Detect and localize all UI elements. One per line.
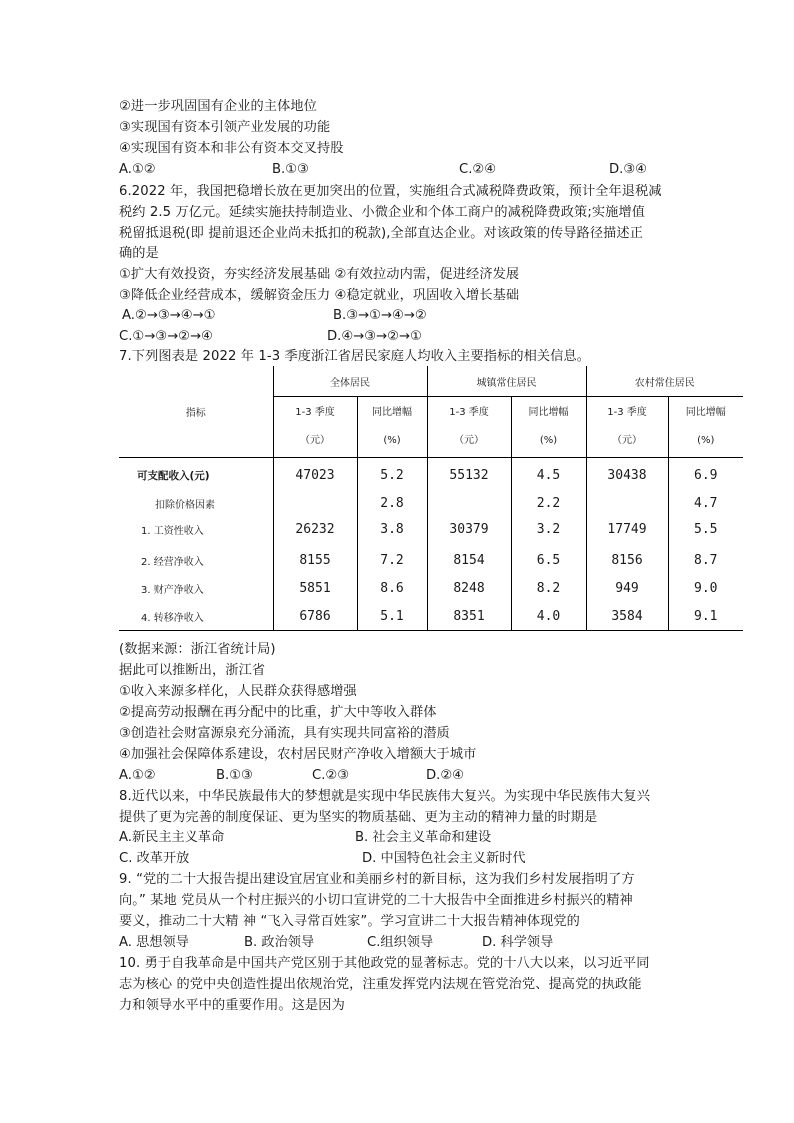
col-amount-rural bbox=[586, 397, 668, 458]
growth-cell: 5.1 bbox=[357, 602, 427, 631]
amount-cell: 30438 bbox=[586, 458, 668, 494]
col-growth-unit: (%) bbox=[539, 435, 558, 446]
row-label: 1. 工资性收入 bbox=[119, 513, 273, 546]
q5-statement-2: ②进一步巩固国有企业的主体地位 bbox=[119, 99, 317, 114]
growth-cell: 6.5 bbox=[511, 546, 586, 574]
col-amount-unit: （元） bbox=[454, 435, 484, 446]
col-amount-label: 1-3 季度 bbox=[607, 407, 647, 418]
q7-statement-2: ②提高劳动报酬在再分配中的比重，扩大中等收入群体 bbox=[119, 705, 437, 720]
amount-cell: 8155 bbox=[273, 546, 357, 574]
q5-option-b[interactable]: B.①③ bbox=[272, 162, 309, 177]
growth-cell: 5.2 bbox=[357, 458, 427, 494]
q10-stem-3: 力和领导水平中的重要作用。这是因为 bbox=[119, 998, 345, 1013]
q9-option-b[interactable]: B. 政治领导 bbox=[244, 935, 315, 950]
growth-cell: 8.2 bbox=[511, 574, 586, 602]
q8-option-b[interactable]: B. 社会主义革命和建设 bbox=[355, 830, 492, 845]
q5-statement-4: ④实现国有资本和非公有资本交叉持股 bbox=[119, 141, 344, 156]
index-header: 指标 bbox=[119, 366, 273, 458]
q9-stem-3: 要义，推动二十大精 神 “飞入寻常百姓家”。学习宣讲二十大报告精神体现党的 bbox=[119, 914, 580, 929]
amount-cell: 8156 bbox=[586, 546, 668, 574]
amount-cell: 6786 bbox=[273, 602, 357, 631]
q6-option-b[interactable]: B.③→①→④→② bbox=[333, 308, 427, 323]
growth-cell: 9.0 bbox=[694, 580, 718, 596]
col-amount-all bbox=[273, 397, 357, 458]
table-row bbox=[119, 458, 743, 494]
growth-cell: 3.8 bbox=[357, 513, 427, 546]
group-all-residents: 全体居民 bbox=[273, 366, 427, 397]
q9-stem-1: 9. “党的二十大报告提出建设宜居宜业和美丽乡村的新目标，这为我们乡村发展指明了方 bbox=[119, 872, 635, 887]
col-growth-rural bbox=[668, 397, 743, 458]
growth-cell: 4.7 bbox=[694, 495, 718, 511]
q6-stem-2: 税约 2.5 万亿元。延续实施扶持制造业、小微企业和个体工商户的减税降费政策;实施增值 bbox=[119, 205, 646, 220]
q6-stem-3: 税留抵退税(即 提前退还企业尚未抵扣的税款),全部直达企业。对该政策的传导路径描述正 bbox=[119, 226, 643, 241]
q6-option-c[interactable]: C.①→③→②→④ bbox=[119, 329, 213, 344]
income-table bbox=[119, 366, 743, 631]
q7-option-b[interactable]: B.①③ bbox=[216, 768, 253, 783]
q7-option-d[interactable]: D.②④ bbox=[426, 768, 464, 783]
q5-option-c[interactable]: C.②④ bbox=[459, 162, 497, 177]
amount-cell bbox=[586, 493, 668, 513]
col-growth-unit: (%) bbox=[697, 435, 715, 446]
col-growth-urban bbox=[511, 397, 586, 458]
q6-option-d[interactable]: D.④→③→②→① bbox=[327, 329, 422, 344]
col-amount-unit: （元） bbox=[612, 435, 642, 446]
table-row bbox=[119, 574, 743, 602]
q9-option-c[interactable]: C.组织领导 bbox=[367, 935, 434, 950]
q7-statement-1: ①收入来源多样化，人民群众获得感增强 bbox=[119, 684, 357, 699]
col-growth-all bbox=[357, 397, 427, 458]
q7-statement-3: ③创造社会财富源泉充分涌流，具有实现共同富裕的潜质 bbox=[119, 726, 450, 741]
amount-cell: 949 bbox=[586, 574, 668, 602]
q7-option-c[interactable]: C.②③ bbox=[312, 768, 350, 783]
amount-cell bbox=[427, 493, 511, 513]
q7-stem-2: 据此可以推断出，浙江省 bbox=[119, 663, 266, 678]
amount-cell: 3584 bbox=[586, 602, 668, 631]
growth-cell: 3.2 bbox=[511, 513, 586, 546]
q8-option-d[interactable]: D. 中国特色社会主义新时代 bbox=[362, 851, 526, 866]
growth-cell: 5.5 bbox=[694, 522, 718, 537]
q8-option-a[interactable]: A.新民主主义革命 bbox=[119, 830, 225, 845]
q8-option-c[interactable]: C. 改革开放 bbox=[119, 851, 190, 866]
q5-statement-3: ③实现国有资本引领产业发展的功能 bbox=[119, 120, 331, 135]
col-amount-urban bbox=[427, 397, 511, 458]
growth-cell: 7.2 bbox=[357, 546, 427, 574]
table-body bbox=[119, 458, 743, 631]
table-row bbox=[119, 493, 743, 513]
q7-option-a[interactable]: A.①② bbox=[119, 768, 156, 783]
amount-cell: 47023 bbox=[273, 458, 357, 494]
q8-stem-2: 提供了更为完善的制度保证、更为坚实的物质基础、更为主动的精神力量的时期是 bbox=[119, 810, 598, 825]
q6-option-a[interactable]: A.②→③→④→① bbox=[122, 308, 216, 323]
data-source: (数据来源：浙江省统计局) bbox=[119, 642, 276, 657]
growth-cell: 8.7 bbox=[694, 552, 718, 568]
amount-cell bbox=[273, 493, 357, 513]
row-label: 2. 经营净收入 bbox=[119, 546, 273, 574]
amount-cell: 55132 bbox=[427, 458, 511, 494]
amount-cell: 8248 bbox=[427, 574, 511, 602]
q9-option-d[interactable]: D. 科学领导 bbox=[482, 935, 554, 950]
growth-cell: 4.0 bbox=[511, 602, 586, 631]
amount-cell: 5851 bbox=[273, 574, 357, 602]
row-label: 3. 财产净收入 bbox=[119, 574, 273, 602]
col-growth-label: 同比增幅 bbox=[685, 407, 726, 418]
q9-stem-2: 向。” 某地 党员从一个村庄振兴的小切口宣讲党的二十大报告中全面推进乡村振兴的精神 bbox=[119, 893, 633, 908]
col-growth-unit: (%) bbox=[383, 435, 401, 446]
growth-cell: 2.8 bbox=[357, 493, 427, 513]
q5-option-a[interactable]: A.①② bbox=[119, 162, 156, 177]
col-growth-label: 同比增幅 bbox=[372, 407, 412, 418]
q5-option-d[interactable]: D.③④ bbox=[609, 162, 647, 177]
amount-cell: 30379 bbox=[427, 513, 511, 546]
col-amount-label: 1-3 季度 bbox=[295, 407, 335, 418]
table-row bbox=[119, 513, 743, 546]
table-row bbox=[119, 546, 743, 574]
growth-cell: 8.6 bbox=[357, 574, 427, 602]
amount-cell: 17749 bbox=[586, 513, 668, 546]
q10-stem-2: 志为核心 的党中央创造性提出依规治党，注重发挥党内法规在管党治党、提高党的执政能 bbox=[119, 977, 642, 992]
q7-stem: 7.下列图表是 2022 年 1-3 季度浙江省居民家庭人均收入主要指标的相关信息。 bbox=[119, 349, 591, 364]
table-row bbox=[119, 602, 743, 631]
q7-statement-4: ④加强社会保障体系建设，农村居民财产净收入增额大于城市 bbox=[119, 747, 477, 762]
growth-cell: 9.1 bbox=[668, 602, 743, 631]
group-urban-residents: 城镇常住居民 bbox=[427, 366, 586, 397]
row-label: 可支配收入(元) bbox=[119, 458, 273, 494]
growth-cell: 6.9 bbox=[694, 468, 718, 483]
group-rural-residents: 农村常住居民 bbox=[586, 366, 743, 397]
q6-statements-2: ③降低企业经营成本，缓解资金压力 ④稳定就业，巩固收入增长基础 bbox=[119, 288, 520, 303]
q6-stem-4: 确的是 bbox=[119, 246, 159, 261]
col-amount-label: 1-3 季度 bbox=[449, 407, 489, 418]
col-amount-unit: （元） bbox=[300, 435, 330, 446]
row-label: 扣除价格因素 bbox=[119, 493, 273, 513]
q8-stem-1: 8.近代以来，中华民族最伟大的梦想就是实现中华民族伟大复兴。为实现中华民族伟大复兴 bbox=[119, 789, 650, 804]
growth-cell: 4.5 bbox=[511, 458, 586, 494]
col-growth-label: 同比增幅 bbox=[528, 407, 569, 418]
row-label: 4. 转移净收入 bbox=[119, 602, 273, 631]
q9-option-a[interactable]: A. 思想领导 bbox=[119, 935, 189, 950]
q6-statements-1: ①扩大有效投资，夯实经济发展基础 ②有效拉动内需，促进经济发展 bbox=[119, 267, 520, 282]
amount-cell: 8351 bbox=[427, 602, 511, 631]
growth-cell: 2.2 bbox=[511, 493, 586, 513]
amount-cell: 26232 bbox=[273, 513, 357, 546]
amount-cell: 8154 bbox=[427, 546, 511, 574]
q10-stem-1: 10. 勇于自我革命是中国共产党区别于其他政党的显著标志。党的十八大以来，以习近平同 bbox=[119, 956, 650, 971]
q6-stem-1: 6.2022 年，我国把稳增长放在更加突出的位置，实施组合式减税降费政策，预计全年退税减 bbox=[119, 184, 662, 199]
